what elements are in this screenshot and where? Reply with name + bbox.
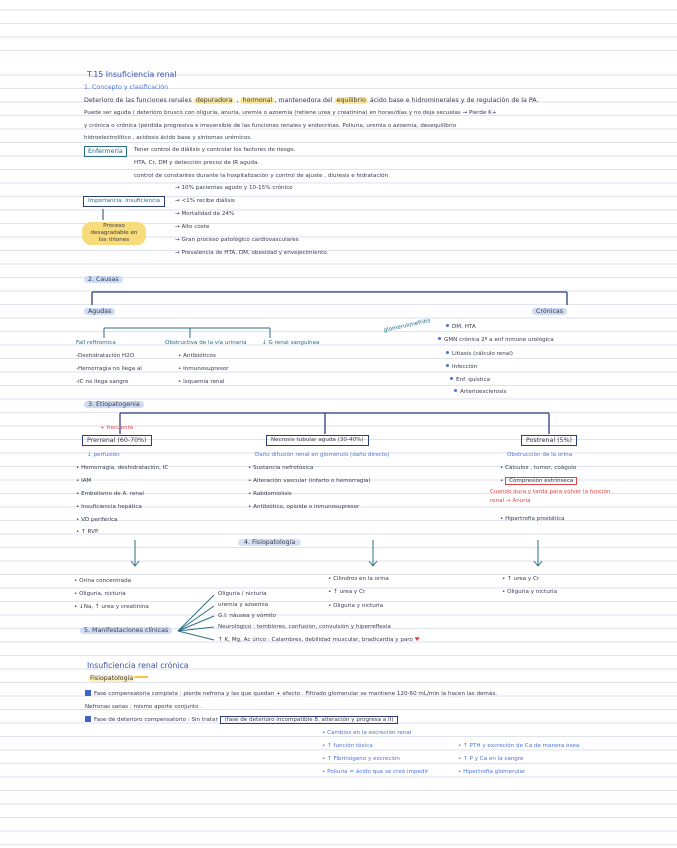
fisio-necrosis-item: • Cilindros en la orina bbox=[328, 576, 389, 582]
prerrenal-item: • Insuficiencia hepática bbox=[76, 504, 142, 510]
irc-b1-item: • ↑ función tóxica bbox=[322, 743, 373, 749]
page-title: T.15 Insuficiencia renal bbox=[87, 70, 177, 79]
prerrenal-item: • ↑ RVP bbox=[76, 529, 99, 535]
proceso-label: Proceso desagradable en los riñones bbox=[82, 222, 146, 245]
fisio-necrosis-item: • Oliguria y nicturia bbox=[328, 603, 384, 609]
irc-b1-item: • Cambios en la excreción renal bbox=[322, 730, 412, 736]
section-2-heading: 2. Causas bbox=[84, 275, 123, 284]
prerrenal-box: Prerrenal (60-70%) bbox=[82, 435, 152, 446]
prerrenal-item: • VD periférica bbox=[76, 517, 118, 523]
irc-b1-item: • Poliuria = ácido que se creó impedir bbox=[322, 769, 429, 775]
manifestacion-item: Neurológico : temblores, confusión, convulsión y hiperreflexia bbox=[218, 624, 391, 630]
section-5-heading: 5. Manifestaciones clínicas bbox=[80, 626, 172, 635]
stat-item: → <1% recibe diálisis bbox=[175, 198, 235, 204]
manifestacion-item: ↑ K, Mg, Ac úrico : Calambres, debilidad muscular, bradicardia y paro ♥ bbox=[218, 637, 420, 643]
definition-line-4: hidroelectrolítico , acidosis ácido base y síntomas urémicos. bbox=[84, 135, 252, 141]
irc-title: Insuficiencia renal crónica bbox=[87, 661, 189, 670]
stat-item: → Mortalidad de 24% bbox=[175, 211, 235, 217]
enfermeria-item: HTA, Cr, DM y detección precoz de IR aguda. bbox=[134, 160, 260, 166]
postrenal-item: • Cálculos , tumor, coágulo bbox=[500, 465, 577, 471]
cronicas-label: Crónicas bbox=[532, 307, 567, 316]
fisio-postrenal-item: • Oliguria y nicturia bbox=[502, 589, 558, 595]
enfermeria-item: control de constantes durante la hospitalización y control de ajuste , diuresis e hidratación bbox=[134, 173, 389, 179]
glomerulo-label: glomerulonefritis bbox=[383, 318, 432, 334]
section-3-heading: 3. Etiopatogenia bbox=[84, 400, 144, 409]
causa-col-1-item: -IC no llega sangre bbox=[76, 379, 129, 385]
causa-col-2-item: • Isquemia renal bbox=[178, 379, 225, 385]
causa-col-2-item: • Antibióticos bbox=[178, 353, 216, 359]
enfermeria-item: Tener control de diálisis y controlar los factores de riesgo. bbox=[134, 147, 296, 153]
square-bullet-icon bbox=[85, 716, 91, 722]
irc-line-3: Fase de deterioro compensatorio : Sin tratar (fase de deterioro incompatible 8, alteración y progresa a II) bbox=[85, 716, 398, 725]
causa-col-2-item: • Inmunosupresor bbox=[178, 366, 229, 372]
cronica-item: Infección bbox=[446, 363, 477, 372]
necrosis-item: • Sustancia nefrotóxica bbox=[248, 465, 314, 471]
irc-b1-item: • ↑ Fibrinógeno y excreción bbox=[322, 756, 400, 762]
definition-line-1: Deterioro de las funciones renales depuradora , hormonal , mantenedora del equilibrio ácido base e hidrominerales y de regulación de la PA. bbox=[84, 97, 539, 104]
prerrenal-item: • Hemorragia, deshidratación, IC bbox=[76, 465, 169, 471]
irc-b2-item: • ↑ PTH y excreción de Ca de manera ósea bbox=[458, 743, 580, 749]
cronica-item: Arterioesclerosis bbox=[454, 388, 506, 397]
section-1-heading: 1. Concepto y clasificación bbox=[84, 84, 169, 91]
manifestacion-item: uremia y azoemia bbox=[218, 602, 269, 608]
manifestacion-item: Oliguria / nicturia bbox=[218, 591, 267, 597]
necrosis-item: • Rabdomiolisis bbox=[248, 491, 292, 497]
agudas-label: Agudas bbox=[84, 307, 115, 316]
postrenal-box: Postrenal (5%) bbox=[521, 435, 577, 446]
causa-col-1-item: -Hemorragia no llega al bbox=[76, 366, 142, 372]
necrosis-sub: Daño difusión renal en glomérulo (daño directo) bbox=[255, 452, 390, 458]
postrenal-item: • Hipertrofia prostática bbox=[500, 516, 565, 522]
irc-subheading: Fisiopatología bbox=[90, 675, 134, 682]
postrenal-item: • Compresión extrínseca bbox=[500, 477, 577, 486]
irc-line-1: Fase compensatoria completa : pierde nefrona y las que quedan + efecto . Filtrado glomerular se mantiene 120-60 mL/min la hacen las demás. bbox=[85, 690, 497, 699]
cronica-item: Litiasis (cálculo renal) bbox=[446, 350, 513, 359]
fisio-prerrenal-item: • Orina concentrada bbox=[74, 578, 132, 584]
postrenal-note: Cuando dura y tarda para volver la función renal → Anuria bbox=[490, 489, 611, 504]
stat-item: → Gran proceso patológico cardiovasculares bbox=[175, 237, 299, 243]
causa-col-1-head: Fall reftrómica bbox=[76, 340, 116, 346]
cronica-item: DM, HTA bbox=[446, 323, 476, 332]
stat-item: → Alto coste bbox=[175, 224, 210, 230]
necrosis-box: Necrosis tubular aguda (30-40%) bbox=[266, 435, 369, 446]
prerrenal-item: • IAM bbox=[76, 478, 92, 484]
fisio-necrosis-item: • ↑ urea y Cr bbox=[328, 589, 366, 595]
stat-item: → 10% pacientes agudo y 10-15% crónico bbox=[175, 185, 293, 191]
fisio-prerrenal-item: • Oliguria, nicturia bbox=[74, 591, 126, 597]
causa-col-1-item: -Deshidratación H2O bbox=[76, 353, 135, 359]
stat-item: → Prevalencia de HTA, DM, obesidad y envejecimiento. bbox=[175, 250, 329, 256]
prerrenal-item: • Embolismo de A. renal bbox=[76, 491, 144, 497]
definition-line-2: Puede ser aguda ( deterioro brusco con oliguria, anuria, uremia o azoemia (retiene urea y creatinina) en horas/días y no deja secuelas → Pierde K+ bbox=[84, 110, 497, 116]
section-4-heading: 4. Fisiopatología bbox=[238, 538, 301, 547]
necrosis-item: • Alteración vascular (infarto o hemorragia) bbox=[248, 478, 371, 484]
manifestacion-item: G.I: náusea y vómito bbox=[218, 613, 276, 619]
causa-col-2-head: Obstructiva de la vía urinaria bbox=[165, 340, 247, 346]
cronica-item: GMN crónica 2º a enf inmune urológica bbox=[438, 336, 554, 345]
definition-line-3: y crónica o crónica (pérdida progresiva e irreversible de las funciones renales y endocrinas. Poliuria, uremia o azoemia, desequilibrio bbox=[84, 123, 457, 129]
square-bullet-icon bbox=[85, 690, 91, 696]
fisio-prerrenal-item: • ↓Na, ↑ urea y creatinina bbox=[74, 604, 149, 610]
heart-icon: ♥ bbox=[414, 637, 420, 643]
frecuente-note: + frecuente bbox=[100, 425, 134, 431]
irc-b2-item: • Hipertrofia glomerular bbox=[458, 769, 526, 775]
irc-b2-item: • ↑ P y Ca en la sangre bbox=[458, 756, 524, 762]
postrenal-sub: Obstrucción de la orina bbox=[507, 452, 573, 458]
enfermeria-label: Enfermería bbox=[84, 146, 127, 157]
importancia-label: Importancia: Insuficiencia bbox=[83, 196, 165, 207]
prerrenal-sub: ↓ perfusión bbox=[87, 452, 120, 458]
necrosis-item: • Antibiótico, opioide o inmunosupresor bbox=[248, 504, 360, 510]
causa-col-3-head: ↓ G renal sanguínea bbox=[262, 340, 320, 346]
cronica-item: Enf. quística bbox=[450, 376, 490, 385]
fisio-postrenal-item: • ↑ urea y Cr bbox=[502, 576, 540, 582]
irc-line-2: Nefronas sanas : mismo aporte conjunto . bbox=[85, 704, 203, 710]
